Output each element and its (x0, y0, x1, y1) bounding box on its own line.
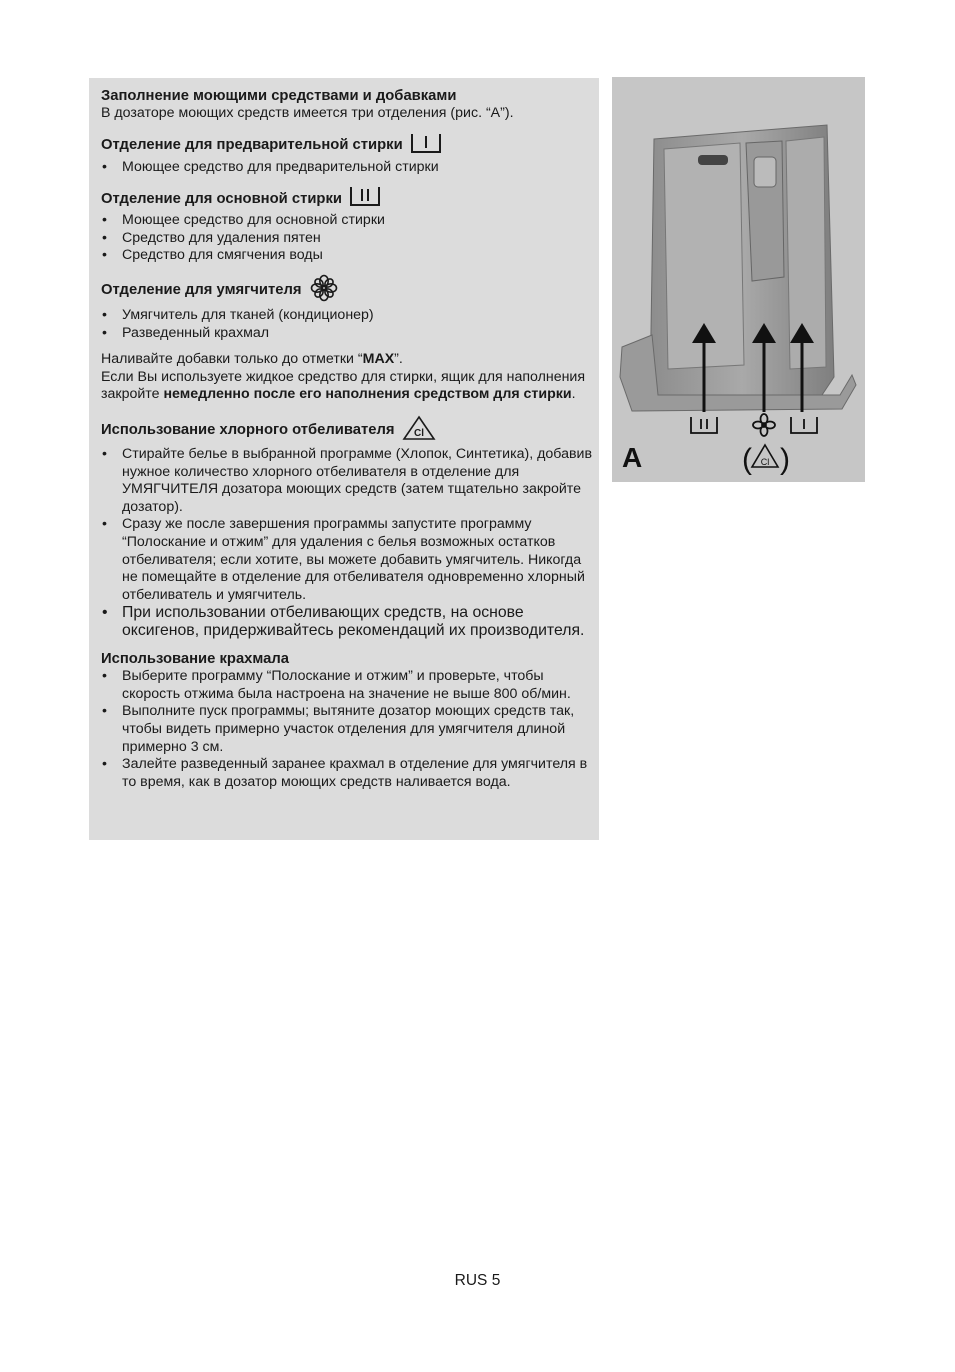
starch-item: • Выберите программу “Полоскание и отжим” и проверьте, чтобы скорость отжима была настроена на значение не выше 800 об/мин. (101, 668, 593, 703)
main-wash-item: • Моющее средство для основной стирки (101, 212, 593, 230)
bleach-heading-text: Использование хлорного отбеливателя (101, 422, 395, 439)
notes-section (101, 351, 593, 404)
starch-item: • Выполните пуск программы; вытяните дозатор моющих средств так, чтобы видеть примерно участок отделения для умягчителя длиной примерно 3 см. (101, 703, 593, 756)
bleach-item: • Сразу же после завершения программы запустите программу “Полоскание и отжим” для удаления с белья возможных остатков отбеливателя; если хотите, вы можете добавить умягчитель. Никогда не помещайте в отделение для отбеливателя одновременно хлорный отбеливатель и умягчитель. (101, 516, 593, 604)
prewash-section (101, 132, 593, 177)
main-wash-section (101, 185, 593, 265)
liquid-note-bold: немедленно после его наполнения средством для стирки (163, 386, 572, 403)
instruction-content (101, 87, 593, 791)
instruction-panel (89, 78, 599, 840)
prewash-item: • Моющее средство для предварительной стирки (101, 159, 593, 177)
prewash-heading-text: Отделение для предварительной стирки (101, 137, 403, 154)
liquid-note-text: Если Вы используете жидкое средство для стирки, ящик для наполнения закройте (101, 368, 586, 403)
starch-section (101, 650, 593, 791)
detergent-drawer-figure (612, 77, 865, 482)
max-note (101, 351, 593, 369)
max-note-suffix: ”. (394, 351, 403, 368)
fill-text: В дозаторе моющих средств имеется три отделения (рис. “А”). (101, 105, 514, 121)
softener-section (101, 274, 593, 342)
main-wash-heading (101, 185, 593, 212)
prewash-icon (410, 132, 442, 159)
liquid-note-end: . (571, 386, 576, 403)
liquid-note (101, 369, 593, 404)
chlorine-text: Cl (413, 427, 424, 439)
fill-heading: Заполнение моющими средствами и добавками (101, 88, 457, 104)
main-wash-icon (349, 185, 381, 212)
main-wash-item: • Средство для удаления пятен (101, 230, 593, 248)
figure-chlorine-text: Cl (760, 457, 770, 467)
bleach-item: • Стирайте белье в выбранной программе (Хлопок, Синтетика), добавив нужное количество хлорного отбеливателя в отделение для УМЯГЧИТЕЛЯ дозатора моющих средств (затем тщательно закройте дозатор). (101, 446, 593, 516)
figure-label: A (622, 442, 643, 473)
flower-icon (309, 274, 339, 307)
softener-item: • Разведенный крахмал (101, 325, 593, 343)
max-note-prefix: Наливайте добавки только до отметки “ (101, 351, 363, 368)
prewash-heading (101, 132, 593, 159)
figure-open-paren: ( (742, 443, 752, 476)
drawer-illustration (612, 77, 865, 482)
page-number: RUS 5 (454, 1272, 501, 1289)
starch-item: • Залейте разведенный заранее крахмал в отделение для умягчителя в то время, как в дозатор моющих средств наливается вода. (101, 756, 593, 791)
bleach-section (101, 415, 593, 640)
figure-close-paren: ) (780, 443, 790, 476)
softener-heading-text: Отделение для умягчителя (101, 282, 302, 299)
starch-heading: Использование крахмала (101, 651, 290, 668)
main-wash-item: • Средство для смягчения воды (101, 247, 593, 265)
softener-heading (101, 274, 593, 307)
bleach-item: • При использовании отбеливающих средств, на основе оксигенов, придерживайтесь рекомендаций их производителя. (101, 604, 593, 640)
main-wash-heading-text: Отделение для основной стирки (101, 190, 342, 207)
chlorine-triangle-icon (402, 415, 436, 446)
max-note-bold: MAX (362, 351, 395, 368)
bleach-heading (101, 415, 593, 446)
softener-item: • Умягчитель для тканей (кондиционер) (101, 307, 593, 325)
